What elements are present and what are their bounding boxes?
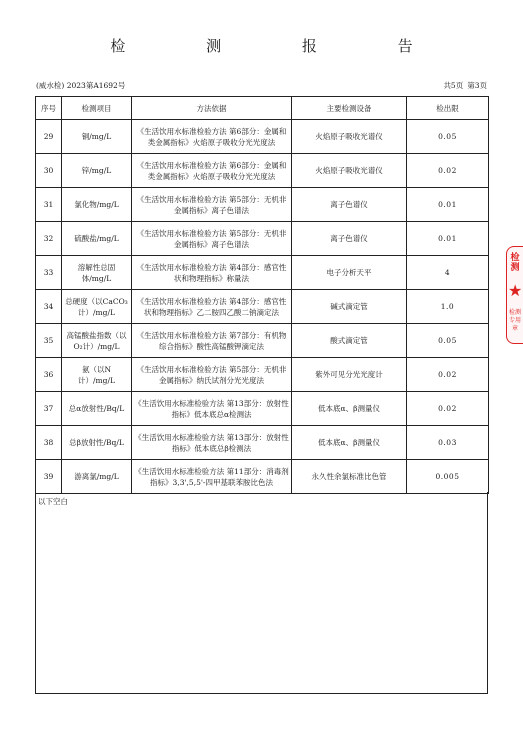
- row-limit: 0.05: [407, 120, 489, 154]
- total-pages: 共5页: [443, 81, 464, 90]
- col-header-no: 序号: [36, 97, 62, 120]
- row-item: 硫酸盐/mg/L: [62, 222, 132, 256]
- row-equipment: 低本底α、β测量仪: [292, 392, 407, 426]
- row-no: 36: [36, 358, 62, 392]
- row-limit: 0.02: [407, 392, 489, 426]
- table-row: [36, 426, 489, 460]
- row-method: 《生活饮用水标准检验方法 第4部分：感官性状和物理指标》称量法: [132, 256, 292, 290]
- row-no: 30: [36, 154, 62, 188]
- row-limit: 0.01: [407, 188, 489, 222]
- row-item: 铜/mg/L: [62, 120, 132, 154]
- row-limit: 0.02: [407, 358, 489, 392]
- results-table: [35, 96, 489, 494]
- row-limit: 0.05: [407, 324, 489, 358]
- row-equipment: 火焰原子吸收光谱仪: [292, 120, 407, 154]
- table-row: [36, 188, 489, 222]
- row-method: 《生活饮用水标准检验方法 第5部分：无机非金属指标》纳氏试剂分光光度法: [132, 358, 292, 392]
- row-limit: 1.0: [407, 290, 489, 324]
- row-equipment: 永久性余氯标准比色管: [292, 460, 407, 494]
- col-header-equipment: 主要检测设备: [292, 97, 407, 120]
- row-method: 《生活饮用水标准检验方法 第5部分：无机非金属指标》离子色谱法: [132, 188, 292, 222]
- row-no: 32: [36, 222, 62, 256]
- row-item: 总α放射性/Bq/L: [62, 392, 132, 426]
- col-header-item: 检测项目: [62, 97, 132, 120]
- row-item: 锌/mg/L: [62, 154, 132, 188]
- row-item: 溶解性总固体/mg/L: [62, 256, 132, 290]
- row-equipment: 离子色谱仪: [292, 188, 407, 222]
- table-row: [36, 222, 489, 256]
- row-limit: 0.03: [407, 426, 489, 460]
- row-method: 《生活饮用水标准检验方法 第13部分：放射性指标》低本底总β检测法: [132, 426, 292, 460]
- row-method: 《生活饮用水标准检验方法 第11部分：消毒剂指标》3,3',5,5'-四甲基联苯胺比色法: [132, 460, 292, 494]
- row-method: 《生活饮用水标准检验方法 第6部分：金属和类金属指标》火焰原子吸收分光光度法: [132, 120, 292, 154]
- row-limit: 0.01: [407, 222, 489, 256]
- col-header-method: 方法依据: [132, 97, 292, 120]
- row-method: 《生活饮用水标准检验方法 第6部分：金属和类金属指标》火焰原子吸收分光光度法: [132, 154, 292, 188]
- row-item: 总硬度（以CaCO₃计）/mg/L: [62, 290, 132, 324]
- table-row: [36, 392, 489, 426]
- row-limit: 0.02: [407, 154, 489, 188]
- row-equipment: 酸式滴定管: [292, 324, 407, 358]
- row-no: 35: [36, 324, 62, 358]
- row-method: 《生活饮用水标准检验方法 第7部分：有机物综合指标》酸性高锰酸钾滴定法: [132, 324, 292, 358]
- row-no: 31: [36, 188, 62, 222]
- table-row: [36, 154, 489, 188]
- row-item: 氨（以N计）/mg/L: [62, 358, 132, 392]
- row-item: 高锰酸盐指数（以O₂计）/mg/L: [62, 324, 132, 358]
- row-equipment: 低本底α、β测量仪: [292, 426, 407, 460]
- page-indicator: [443, 80, 487, 91]
- report-title: 检 测 报 告: [110, 37, 451, 55]
- table-row: [36, 290, 489, 324]
- row-equipment: 火焰原子吸收光谱仪: [292, 154, 407, 188]
- row-no: 39: [36, 460, 62, 494]
- blank-note: 以下空白: [38, 497, 68, 506]
- row-method: 《生活饮用水标准检验方法 第5部分：无机非金属指标》离子色谱法: [132, 222, 292, 256]
- row-no: 29: [36, 120, 62, 154]
- row-item: 总β放射性/Bq/L: [62, 426, 132, 460]
- row-equipment: 电子分析天平: [292, 256, 407, 290]
- table-row: [36, 120, 489, 154]
- row-item: 氯化物/mg/L: [62, 188, 132, 222]
- row-method: 《生活饮用水标准检验方法 第13部分：放射性指标》低本底总α检测法: [132, 392, 292, 426]
- table-header-row: [36, 97, 489, 120]
- row-equipment: 离子色谱仪: [292, 222, 407, 256]
- report-number: (威水检) 2023第A1692号: [36, 81, 126, 90]
- row-no: 34: [36, 290, 62, 324]
- row-item: 游离氯/mg/L: [62, 460, 132, 494]
- seal-text-bottom: 检测专用章: [509, 309, 522, 332]
- current-page: 第3页: [467, 81, 487, 90]
- star-icon: ★: [508, 281, 523, 300]
- row-no: 37: [36, 392, 62, 426]
- row-method: 《生活饮用水标准检验方法 第4部分：感官性状和物理指标》乙二胺四乙酸二钠滴定法: [132, 290, 292, 324]
- inspection-seal: [506, 246, 523, 344]
- blank-area: [35, 492, 488, 694]
- table-row: [36, 358, 489, 392]
- row-no: 38: [36, 426, 62, 460]
- col-header-limit: 检出限: [407, 97, 489, 120]
- row-equipment: 紫外可见分光光度计: [292, 358, 407, 392]
- row-equipment: 碱式滴定管: [292, 290, 407, 324]
- row-limit: 4: [407, 256, 489, 290]
- table-row: [36, 324, 489, 358]
- table-row: [36, 460, 489, 494]
- row-no: 33: [36, 256, 62, 290]
- table-row: [36, 256, 489, 290]
- seal-text-top: 检测: [510, 253, 520, 273]
- row-limit: 0.005: [407, 460, 489, 494]
